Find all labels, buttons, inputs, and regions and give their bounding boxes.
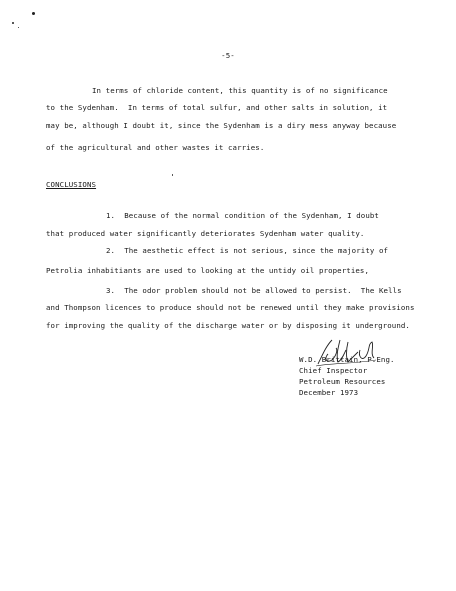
signatory-name: W.D. Brittain, P.Eng.: [299, 355, 395, 364]
conclusion-line: and Thompson licences to produce should not be renewed until they make provisions: [46, 303, 415, 312]
signatory-department: Petroleum Resources: [299, 377, 386, 386]
scan-speck: [32, 12, 35, 15]
conclusion-line: 3. The odor problem should not be allowed to persist. The Kells: [106, 286, 402, 295]
conclusion-line: 2. The aesthetic effect is not serious, since the majority of: [106, 246, 389, 255]
section-heading: CONCLUSIONS: [46, 180, 97, 189]
paragraph-line: to the Sydenham. In terms of total sulfur, and other salts in solution, it: [46, 103, 388, 112]
scan-speck: [18, 27, 19, 28]
conclusion-line: 1. Because of the normal condition of the Sydenham, I doubt: [106, 211, 379, 220]
page-number: -5-: [221, 51, 235, 60]
paragraph-line: In terms of chloride content, this quantity is of no significance: [92, 86, 388, 95]
conclusion-line: Petrolia inhabitiants are used to looking at the untidy oil properties,: [46, 266, 370, 275]
scan-speck: [172, 174, 173, 176]
conclusion-line: that produced water significantly deteriorates Sydenham water quality.: [46, 229, 365, 238]
scan-speck: [12, 22, 14, 24]
paragraph-line: may be, although I doubt it, since the Sydenham is a diry mess anyway because: [46, 121, 397, 130]
paragraph-line: of the agricultural and other wastes it carries.: [46, 143, 265, 152]
signatory-title: Chief Inspector: [299, 366, 368, 375]
signature-date: December 1973: [299, 388, 359, 397]
conclusion-line: for improving the quality of the discharge water or by disposing it underground.: [46, 321, 410, 330]
